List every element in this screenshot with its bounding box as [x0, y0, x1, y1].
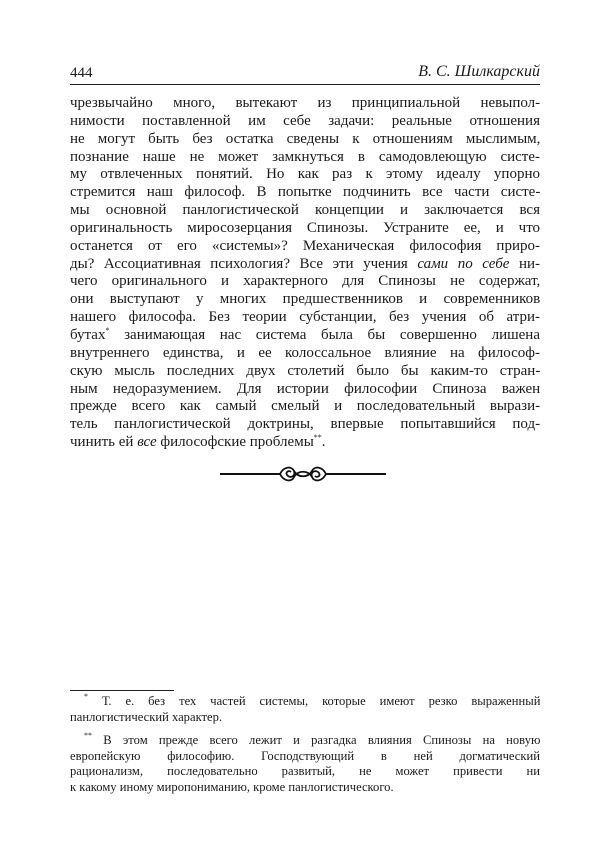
- text-line: тель панлогистической доктрины, впервые попытавшийся под-: [70, 416, 541, 433]
- footnote-ref[interactable]: *: [105, 325, 110, 335]
- page-number: 444: [70, 65, 93, 81]
- text-line: они выступают у многих предшественников и современников: [70, 291, 541, 308]
- text-line: [70, 256, 540, 274]
- footnote-line: к какому иному миропониманию, кроме панлогистического.: [70, 779, 394, 794]
- footnote-line: [70, 694, 540, 710]
- text-run: философские проблемы: [156, 434, 314, 451]
- text-line: чего оригинального и характерного для Спинозы не содержат,: [70, 273, 541, 290]
- footnote-gap: [70, 725, 540, 733]
- text-line: скую мысль последних двух столетий было бы каким-то стран-: [70, 362, 541, 379]
- main-text: [70, 95, 540, 452]
- text-run: бутах: [70, 326, 106, 343]
- header-rule: [70, 84, 540, 85]
- footnote-rule: [70, 690, 174, 691]
- running-title: В. С. Шилкарский: [418, 63, 540, 80]
- text-run: .: [321, 434, 326, 451]
- text-line: ным недоразумением. Для истории философии Спиноза важен: [70, 380, 541, 397]
- text-line: внутреннего единства, и ее колоссальное влияние на философ-: [70, 344, 540, 361]
- footnote-line: европейскую философию. Господствующий в ней догматический: [70, 748, 540, 763]
- text-line: стремится наш философ. В попытке подчинить все части систе-: [70, 184, 541, 201]
- text-line: не могут быть без остатка сведены к отношениям мыслимым,: [70, 130, 541, 147]
- text-line: нашего философа. Без теории субстанции, без учения об атри-: [70, 309, 541, 326]
- text-line: [70, 434, 540, 452]
- footnote-line: [70, 733, 540, 749]
- footnote-line: панлогистический характер.: [70, 709, 223, 724]
- footnote-ref[interactable]: **: [313, 433, 322, 443]
- text-run: ды? Ассоциативная психология? Все эти учения: [70, 255, 418, 272]
- text-run: В этом прежде всего лежит и разгадка влияния Спинозы на новую: [103, 733, 541, 748]
- text-line: нимости поставленной им себе задачи: реальные отношения: [70, 112, 540, 129]
- text-run: занимающая нас система была бы совершенно лишена: [109, 326, 540, 343]
- text-line: чрезвычайно много, вытекают из принципиальной невыпол-: [70, 95, 541, 111]
- text-run: ни-: [509, 255, 541, 272]
- text-line: мы основной панлогистической концепции и заключается вся: [70, 202, 540, 219]
- footnote-mark: **: [84, 731, 92, 741]
- text-line: останется от его «системы»? Механическая философия приро-: [70, 237, 540, 254]
- footnotes: [70, 694, 540, 796]
- emphasis: сами по себе: [417, 255, 510, 272]
- text-line: познание наше не может замкнуться в самодовлеющую систе-: [70, 148, 540, 165]
- page-header: [70, 63, 540, 85]
- emphasis: все: [137, 434, 157, 451]
- text-line: прежде всего как самый смелый и последовательный вырази-: [70, 398, 541, 415]
- text-run: чинить ей: [70, 434, 138, 451]
- text-line: оригинальность миросозерцания Спинозы. Устраните ее, и что: [70, 219, 541, 236]
- text-line: [70, 327, 540, 345]
- text-line: му отвлеченных понятий. Но как раз к этому идеалу упорно: [70, 166, 540, 183]
- footnote-mark: *: [84, 692, 88, 701]
- ornament-divider-icon: [220, 462, 386, 486]
- text-run: Т. е. без тех частей системы, которые имеют резко выраженный: [101, 694, 541, 708]
- footnote-line: рационализм, последовательно развитый, не может привести ни: [70, 764, 540, 779]
